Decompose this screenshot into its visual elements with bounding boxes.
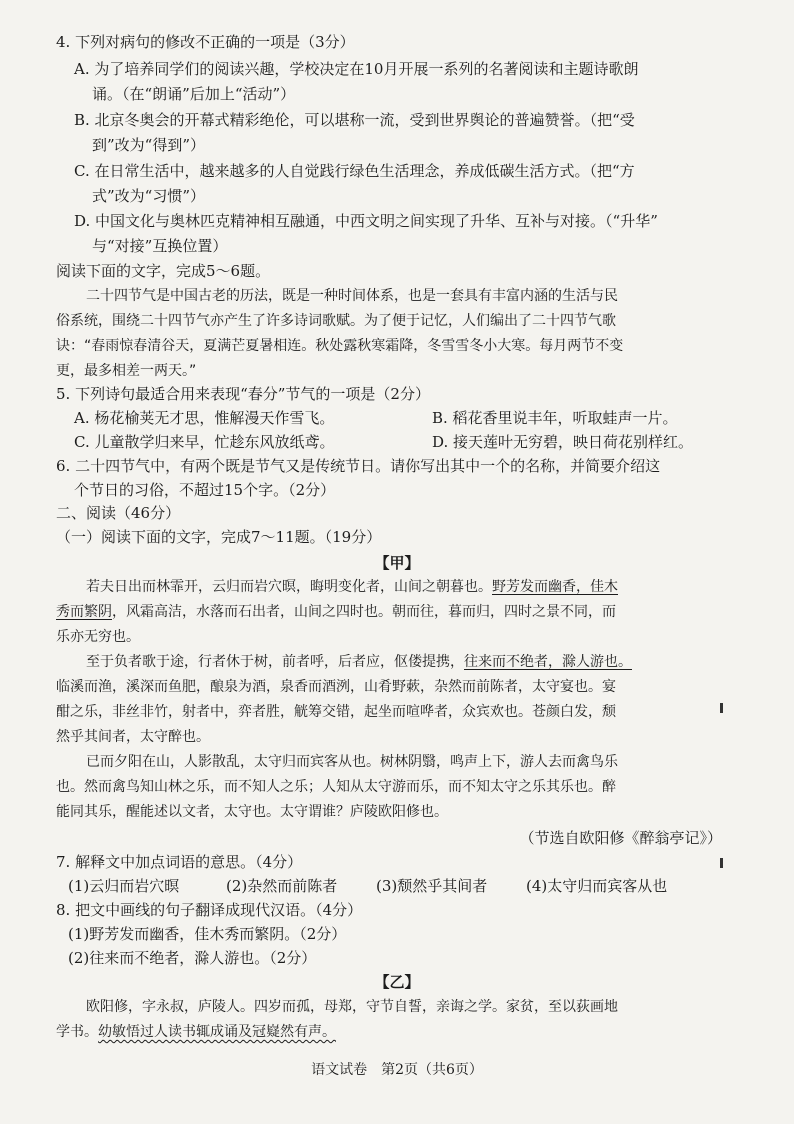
q7-item-1: (1)云归而岩穴暝 [68, 877, 180, 895]
q6-line1: 6. 二十四节气中，有两个既是节气又是传统节日。请你写出其中一个的名称，并简要介绍这 [56, 457, 661, 475]
passage-jia-p3-line3: 能同其乐，醒能述以文者，太守也。太守谓谁？庐陵欧阳修也。 [56, 804, 448, 820]
passage-jia-p1-line1 [86, 577, 618, 597]
q4-option-a-line2: 诵。（在“朗诵”后加上“活动”） [92, 85, 296, 103]
q4-stem: 4. 下列对病句的修改不正确的一项是（3分） [56, 33, 355, 51]
q4-option-d-line1: D. 中国文化与奥林匹克精神相互融通，中西文明之间实现了升华、互补与对接。（“升华” [74, 212, 658, 230]
passage-jia-text: 若夫日出而林霏开，云归而岩穴暝，晦明变化者，山间之朝暮也。 [86, 579, 492, 595]
q5-option-d: D. 接天莲叶无穷碧，映日荷花别样红。 [432, 433, 694, 451]
scan-mark [720, 858, 723, 868]
scan-mark [720, 703, 723, 713]
q7-stem: 7. 解释文中加点词语的意思。（4分） [56, 853, 303, 871]
q8-stem: 8. 把文中画线的句子翻译成现代汉语。（4分） [56, 901, 363, 919]
q4-option-c-line2: 式”改为“习惯”） [92, 187, 206, 205]
q4-option-b-line1: B. 北京冬奥会的开幕式精彩绝伦，可以堪称一流，受到世界舆论的普遍赞誉。（把“受 [74, 111, 635, 129]
reading-5-6-intro: 阅读下面的文字，完成5～6题。 [56, 262, 271, 280]
passage-yi-text: 学书。 [56, 1024, 98, 1040]
q7-item-2: (2)杂然而前陈者 [226, 877, 338, 895]
underlined-sentence: 秀而繁阴 [56, 604, 112, 620]
q5-option-a: A. 杨花榆荚无才思，惟解漫天作雪飞。 [74, 409, 335, 427]
reading-5-6-passage-line4: 更，最多相差一两天。” [56, 363, 197, 379]
passage-yi-heading: 【乙】 [374, 973, 420, 991]
q4-option-b-line2: 到”改为“得到”） [92, 136, 206, 154]
wavy-underlined-sentence: 幼敏悟过人读书辄成诵及冠嶷然有声。 [98, 1024, 336, 1040]
q8-item-1: (1)野芳发而幽香，佳木秀而繁阴。（2分） [68, 925, 347, 943]
reading-5-6-passage-line1: 二十四节气是中国古老的历法，既是一种时间体系，也是一套具有丰富内涵的生活与民 [86, 288, 618, 304]
passage-jia-p1-line2 [56, 602, 616, 622]
passage-jia-p2-line2: 临溪而渔，溪深而鱼肥，酿泉为酒，泉香而酒洌，山肴野蔌，杂然而前陈者，太守宴也。宴 [56, 679, 616, 695]
reading-5-6-passage-line3: 诀：“春雨惊春清谷天，夏满芒夏暑相连。秋处露秋寒霜降，冬雪雪冬小大寒。每月两节不变 [56, 338, 624, 354]
passage-jia-p1-line3: 乐亦无穷也。 [56, 629, 140, 645]
underlined-sentence: 野芳发而幽香，佳木 [492, 579, 618, 595]
page-footer: 语文试卷 第2页（共6页） [311, 1062, 483, 1078]
passage-jia-p2-line4: 然乎其间者，太守醉也。 [56, 729, 210, 745]
q7-item-3: (3)颓然乎其间者 [376, 877, 488, 895]
section-2-subtitle: （一）阅读下面的文字，完成7～11题。（19分） [56, 528, 382, 546]
q5-option-b: B. 稻花香里说丰年，听取蛙声一片。 [432, 409, 678, 427]
q4-option-a-line1: A. 为了培养同学们的阅读兴趣，学校决定在10月开展一系列的名著阅读和主题诗歌朗 [74, 60, 639, 78]
reading-5-6-passage-line2: 俗系统，围绕二十四节气亦产生了许多诗词歌赋。为了便于记忆，人们编出了二十四节气歌 [56, 313, 616, 329]
passage-jia-p3-line2: 也。然而禽鸟知山林之乐，而不知人之乐；人知从太守游而乐，而不知太守之乐其乐也。醉 [56, 779, 616, 795]
passage-yi-line1: 欧阳修，字永叔，庐陵人。四岁而孤，母郑，守节自誓，亲诲之学。家贫，至以荻画地 [86, 999, 618, 1015]
passage-jia-p2-line1 [86, 652, 632, 672]
q4-option-c-line1: C. 在日常生活中，越来越多的人自觉践行绿色生活理念，养成低碳生活方式。（把“方 [74, 162, 635, 180]
q5-option-c: C. 儿童散学归来早，忙趁东风放纸鸢。 [74, 433, 335, 451]
passage-jia-p2-line3: 酣之乐，非丝非竹，射者中，弈者胜，觥筹交错，起坐而喧哗者，众宾欢也。苍颜白发，颓 [56, 704, 616, 720]
q8-item-2: (2)往来而不绝者，滁人游也。（2分） [68, 949, 317, 967]
passage-jia-p3-line1: 已而夕阳在山，人影散乱，太守归而宾客从也。树林阴翳，鸣声上下，游人去而禽鸟乐 [86, 754, 618, 770]
passage-jia-text: 至于负者歌于途，行者休于树，前者呼，后者应，伛偻提携， [86, 654, 464, 670]
passage-jia-heading: 【甲】 [374, 554, 420, 572]
passage-jia-source: （节选自欧阳修《醉翁亭记》） [519, 829, 722, 847]
q5-stem: 5. 下列诗句最适合用来表现“春分”节气的一项是（2分） [56, 385, 430, 403]
q7-item-4: (4)太守归而宾客从也 [526, 877, 668, 895]
section-2-title: 二、阅读（46分） [56, 504, 181, 522]
passage-yi-line2 [56, 1022, 336, 1042]
passage-jia-text: ，风霜高洁，水落而石出者，山间之四时也。朝而往，暮而归，四时之景不同，而 [112, 604, 616, 620]
q4-option-d-line2: 与“对接”互换位置） [92, 237, 228, 255]
q6-line2: 个节日的习俗，不超过15个字。（2分） [74, 481, 336, 499]
underlined-sentence: 往来而不绝者，滁人游也。 [464, 654, 632, 670]
